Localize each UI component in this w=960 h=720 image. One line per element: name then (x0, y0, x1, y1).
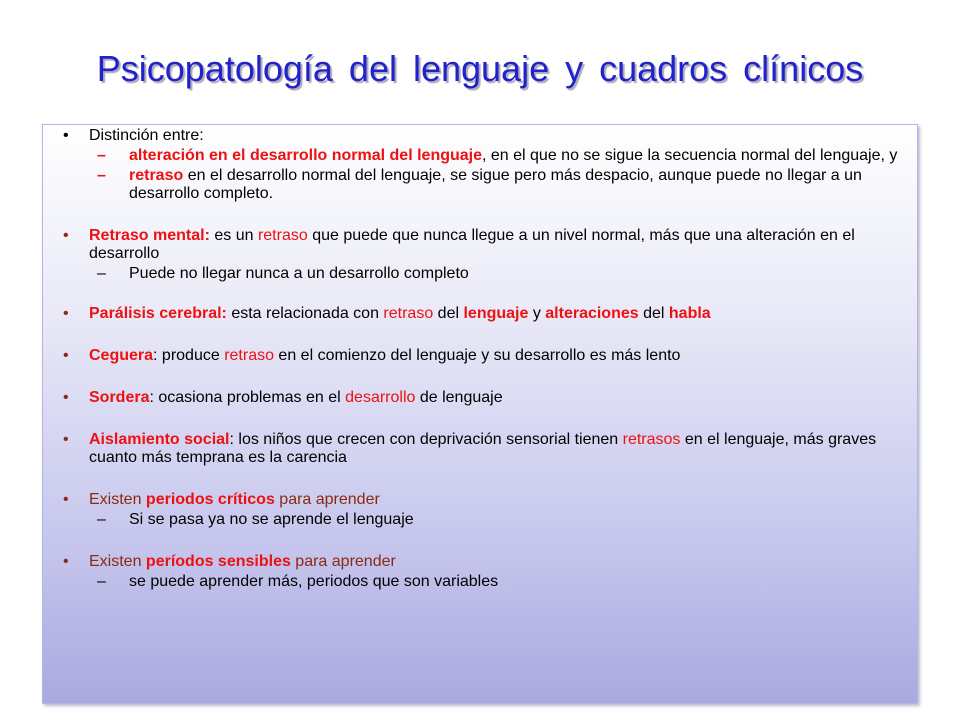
highlight-text: períodos sensibles (145, 553, 291, 570)
highlight-text: lenguaje (463, 305, 529, 322)
bullet-text: : produce (153, 347, 225, 364)
bullet-periodos-sensibles (57, 553, 905, 571)
bullet-text: para aprender (274, 491, 380, 508)
bullet-marker: • (63, 227, 69, 244)
highlight-text: alteraciones (545, 305, 639, 322)
bullet-text: que puede que nunca llegue a un nivel normal, más que una alteración en el desarrollo (89, 227, 855, 262)
bullet-text: y (528, 305, 546, 322)
highlight-text: retraso (224, 347, 274, 364)
bullet-marker: • (63, 553, 69, 570)
highlight-text: retraso (257, 227, 308, 244)
bullet-marker: • (63, 491, 69, 508)
bullet-label: Parálisis cerebral: (89, 305, 227, 322)
bullet-text: : los niños que crecen con deprivación sensorial tienen (229, 431, 623, 448)
bullet-marker: • (63, 347, 69, 364)
bullet-distincion (57, 127, 905, 145)
highlight-text: retraso (129, 167, 184, 184)
highlight-text: habla (668, 305, 711, 322)
sub-item-retraso (57, 167, 905, 203)
bullet-retraso-mental (57, 227, 905, 263)
bullet-label: Aislamiento social (89, 431, 230, 448)
bullet-text: para aprender (290, 553, 396, 570)
dash-marker: – (97, 573, 106, 590)
sub-text: Puede no llegar nunca a un desarrollo completo (129, 265, 469, 282)
bullet-text: del (433, 305, 464, 322)
highlight-text: retrasos (622, 431, 681, 448)
bullet-sordera (57, 389, 905, 407)
dash-marker: – (97, 511, 106, 528)
bullet-marker: • (63, 431, 69, 448)
bullet-text: en el lenguaje, más graves cuanto más temprana es la carencia (89, 431, 877, 466)
bullet-text: esta relacionada con (226, 305, 384, 322)
highlight-text: retraso (383, 305, 434, 322)
highlight-text: desarrollo (345, 389, 416, 406)
sub-item-retraso-mental (57, 265, 905, 283)
dash-marker: – (97, 167, 106, 184)
content-box (42, 124, 918, 704)
bullet-text: Existen (89, 491, 146, 508)
bullet-marker: • (63, 305, 69, 322)
bullet-text: del (638, 305, 669, 322)
bullet-periodos-criticos (57, 491, 905, 509)
bullet-label: Sordera (89, 389, 150, 406)
bullet-aislamiento (57, 431, 905, 467)
sub-text: , en el que no se sigue la secuencia normal del lenguaje, y (482, 147, 898, 164)
sub-item-alteracion (57, 147, 905, 165)
bullet-text: de lenguaje (415, 389, 503, 406)
dash-marker: – (97, 265, 106, 282)
sub-text: se puede aprender más, periodos que son variables (129, 573, 499, 590)
bullet-marker: • (63, 127, 69, 144)
bullet-marker: • (63, 389, 69, 406)
sub-text: Si se pasa ya no se aprende el lenguaje (129, 511, 414, 528)
bullet-text: Existen (89, 553, 146, 570)
highlight-text: periodos críticos (145, 491, 275, 508)
dash-marker: – (97, 147, 106, 164)
sub-text: en el desarrollo normal del lenguaje, se sigue pero más despacio, aunque puede no llegar a un desarrollo completo. (129, 167, 862, 202)
highlight-text: alteración en el desarrollo normal del lenguaje (129, 147, 482, 164)
sub-item-periodos-sensibles (57, 573, 905, 591)
bullet-text: : ocasiona problemas en el (149, 389, 346, 406)
sub-item-periodos-criticos (57, 511, 905, 529)
bullet-text: es un (209, 227, 258, 244)
bullet-label: Retraso mental: (89, 227, 210, 244)
bullet-label: Ceguera (89, 347, 154, 364)
bullet-paralisis (57, 305, 905, 323)
slide-title: Psicopatología del lenguaje y cuadros clínicos (96, 48, 864, 89)
bullet-text: Distinción entre: (89, 127, 204, 144)
bullet-text: en el comienzo del lenguaje y su desarrollo es más lento (273, 347, 681, 364)
bullet-ceguera (57, 347, 905, 365)
